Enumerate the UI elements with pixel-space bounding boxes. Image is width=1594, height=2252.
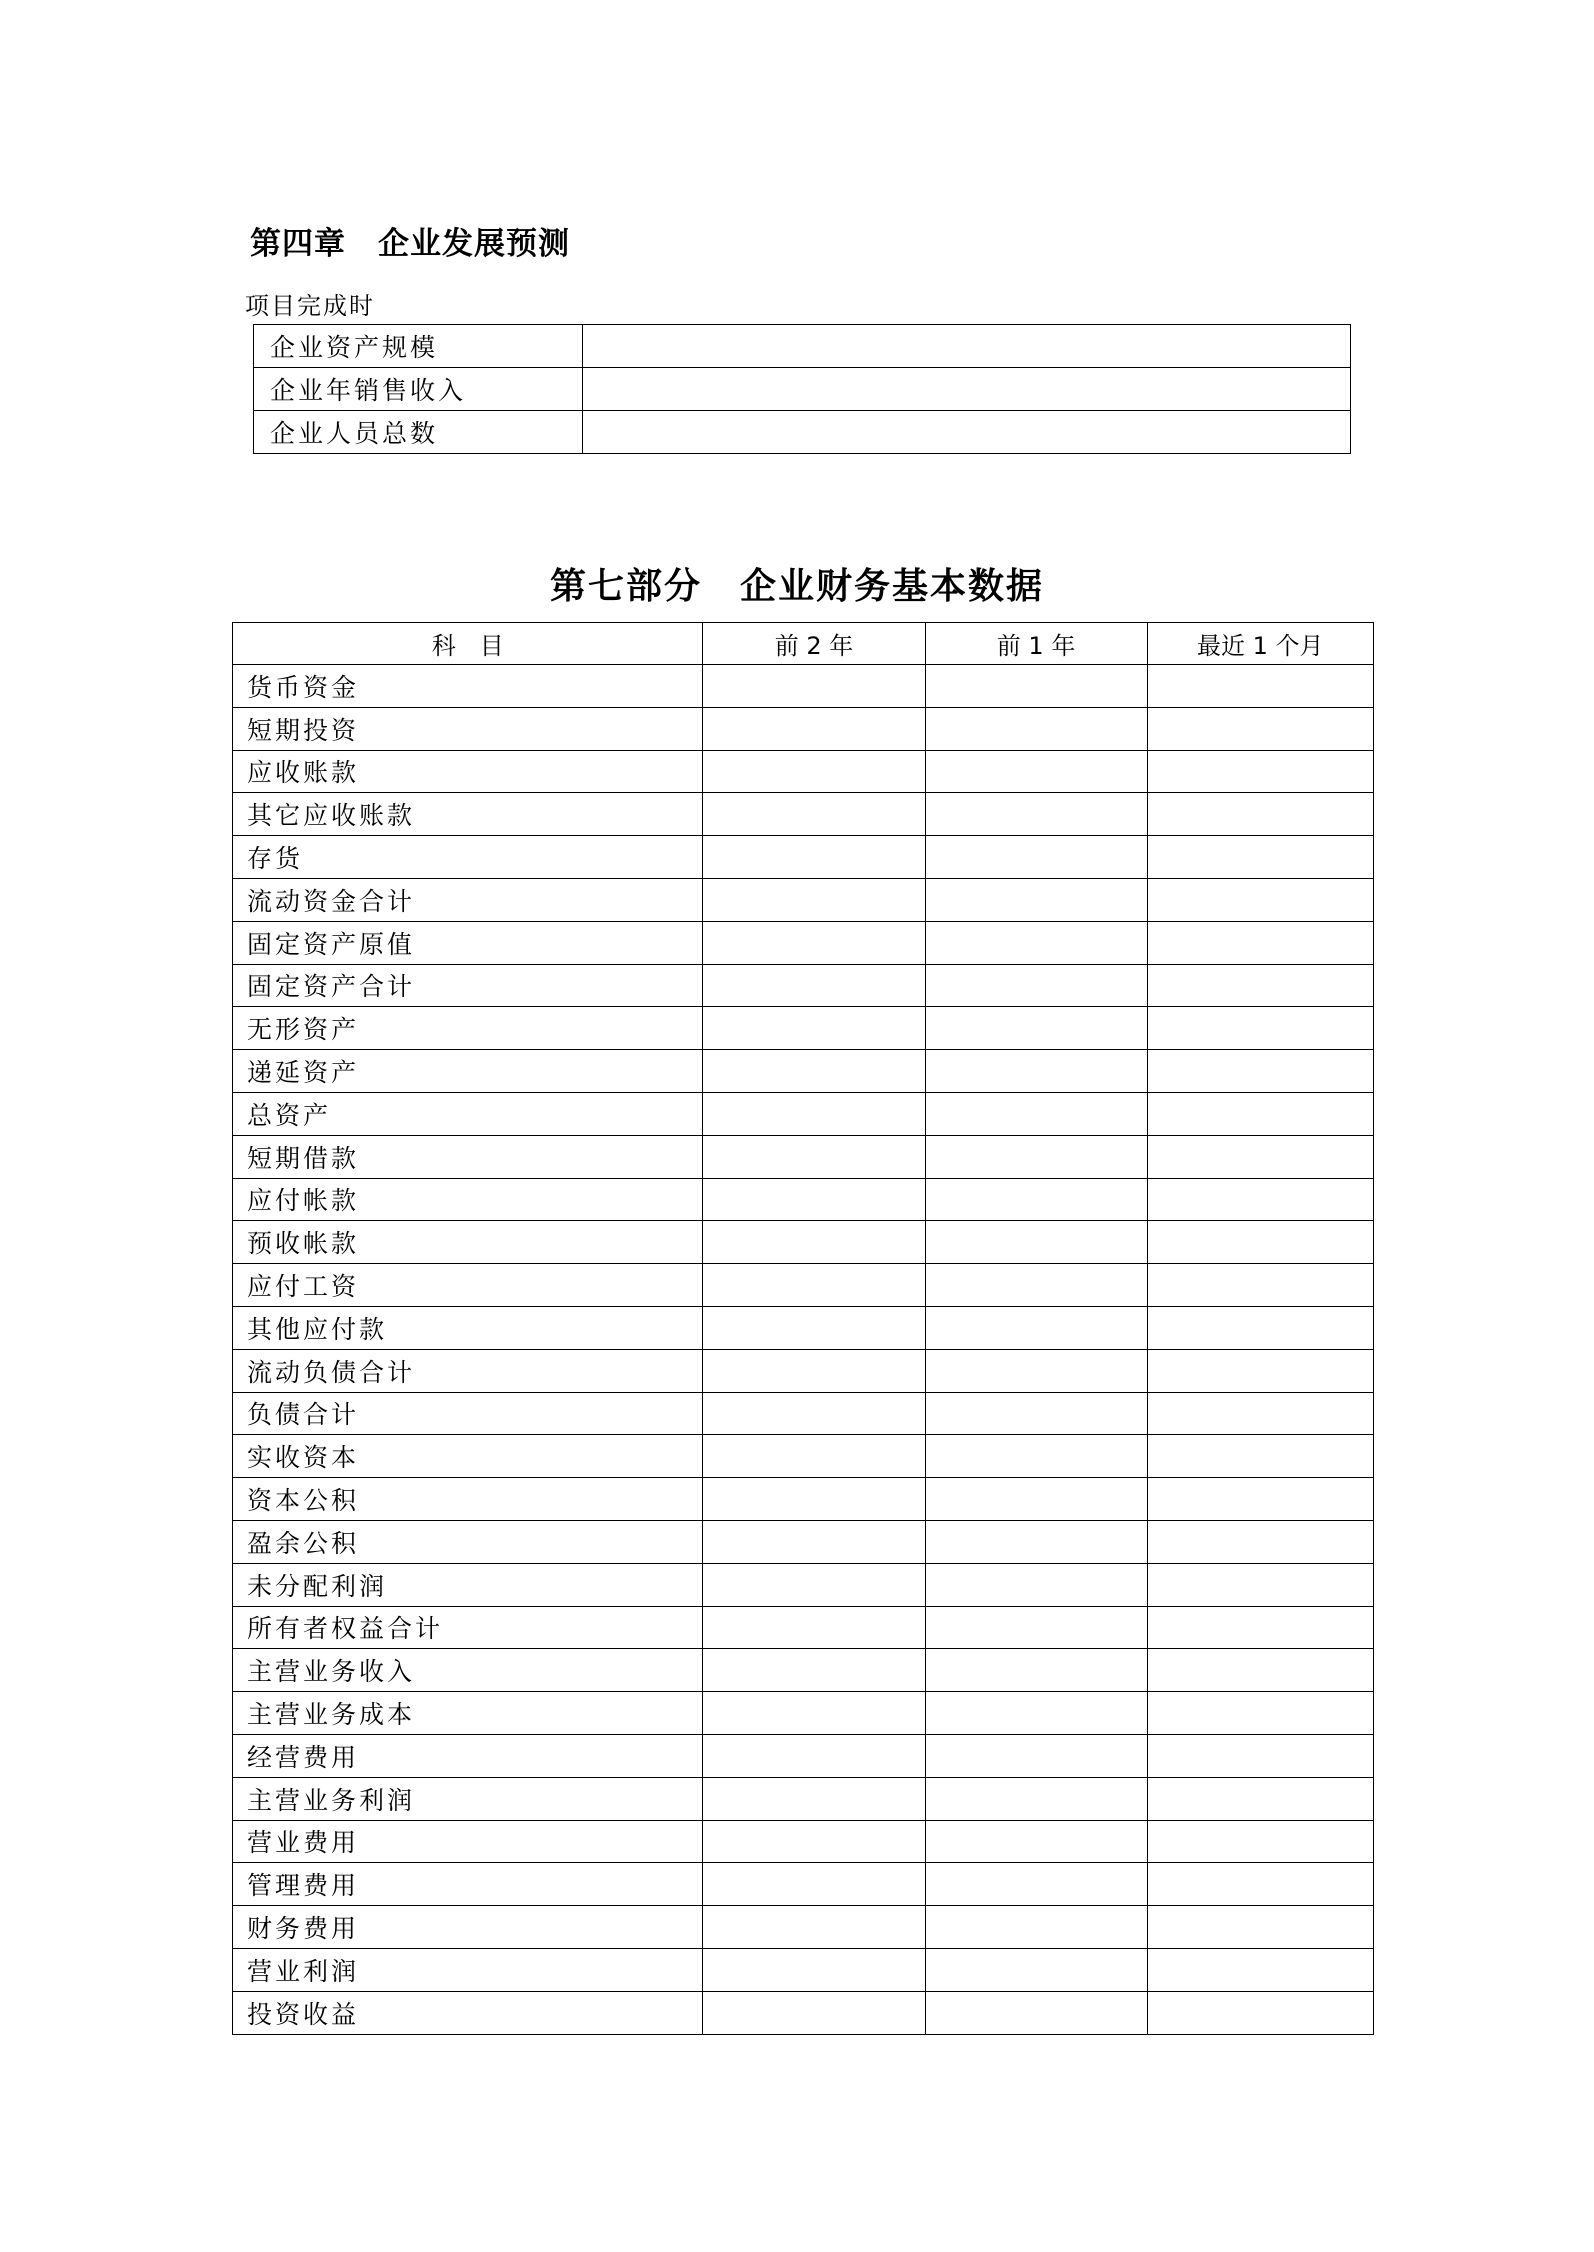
value-cell-2-years-ago[interactable] [703,707,925,750]
value-cell-last-month[interactable] [1147,1734,1373,1777]
row-label: 营业费用 [233,1820,703,1863]
value-cell[interactable] [583,325,1351,368]
value-cell-2-years-ago[interactable] [703,1050,925,1093]
value-cell-1-year-ago[interactable] [925,1306,1147,1349]
value-cell-1-year-ago[interactable] [925,1863,1147,1906]
value-cell-2-years-ago[interactable] [703,1007,925,1050]
value-cell-1-year-ago[interactable] [925,1520,1147,1563]
table-row [233,1649,1374,1692]
row-label: 流动负债合计 [233,1349,703,1392]
table-row [233,1563,1374,1606]
row-label: 总资产 [233,1092,703,1135]
value-cell-last-month[interactable] [1147,1135,1373,1178]
table-row [233,1135,1374,1178]
row-label: 企业年销售收入 [254,368,583,411]
row-label: 营业利润 [233,1948,703,1991]
row-label: 其它应收账款 [233,793,703,836]
value-cell-last-month[interactable] [1147,1435,1373,1478]
value-cell-1-year-ago[interactable] [925,1906,1147,1949]
row-label: 固定资产原值 [233,921,703,964]
table-row [233,1948,1374,1991]
value-cell-last-month[interactable] [1147,878,1373,921]
value-cell-2-years-ago[interactable] [703,1863,925,1906]
value-cell-2-years-ago[interactable] [703,1906,925,1949]
value-cell-1-year-ago[interactable] [925,1349,1147,1392]
table-row [233,1221,1374,1264]
value-cell-last-month[interactable] [1147,707,1373,750]
value-cell-2-years-ago[interactable] [703,1306,925,1349]
value-cell-2-years-ago[interactable] [703,1221,925,1264]
row-label: 应付帐款 [233,1178,703,1221]
row-label: 存货 [233,836,703,879]
value-cell-last-month[interactable] [1147,1520,1373,1563]
table-row [233,1306,1374,1349]
value-cell-2-years-ago[interactable] [703,1092,925,1135]
row-label: 盈余公积 [233,1520,703,1563]
row-label: 流动资金合计 [233,878,703,921]
value-cell-2-years-ago[interactable] [703,1392,925,1435]
value-cell-last-month[interactable] [1147,1777,1373,1820]
value-cell-1-year-ago[interactable] [925,1435,1147,1478]
row-label: 主营业务成本 [233,1692,703,1735]
table-row [233,707,1374,750]
value-cell-1-year-ago[interactable] [925,1007,1147,1050]
table-row [233,1692,1374,1735]
value-cell-1-year-ago[interactable] [925,1734,1147,1777]
value-cell-last-month[interactable] [1147,836,1373,879]
value-cell-1-year-ago[interactable] [925,1948,1147,1991]
value-cell-last-month[interactable] [1147,665,1373,708]
row-label: 企业人员总数 [254,411,583,454]
row-label: 固定资产合计 [233,964,703,1007]
row-label: 应付工资 [233,1264,703,1307]
row-label: 管理费用 [233,1863,703,1906]
value-cell-1-year-ago[interactable] [925,1606,1147,1649]
value-cell-1-year-ago[interactable] [925,1178,1147,1221]
table-row [233,1520,1374,1563]
value-cell-1-year-ago[interactable] [925,1820,1147,1863]
finance-table-body [233,665,1374,2035]
table-row [233,665,1374,708]
value-cell-1-year-ago[interactable] [925,1478,1147,1521]
value-cell-2-years-ago[interactable] [703,1178,925,1221]
finance-table [232,622,1374,2035]
value-cell-1-year-ago[interactable] [925,921,1147,964]
value-cell-last-month[interactable] [1147,921,1373,964]
row-label: 企业资产规模 [254,325,583,368]
value-cell-last-month[interactable] [1147,1264,1373,1307]
value-cell-2-years-ago[interactable] [703,1520,925,1563]
value-cell-2-years-ago[interactable] [703,665,925,708]
value-cell-2-years-ago[interactable] [703,1734,925,1777]
value-cell-last-month[interactable] [1147,793,1373,836]
table-row [233,836,1374,879]
value-cell-last-month[interactable] [1147,1007,1373,1050]
row-label: 预收帐款 [233,1221,703,1264]
table-row [233,1820,1374,1863]
value-cell-2-years-ago[interactable] [703,878,925,921]
value-cell-2-years-ago[interactable] [703,964,925,1007]
value-cell-2-years-ago[interactable] [703,1649,925,1692]
table-row [233,1092,1374,1135]
value-cell-2-years-ago[interactable] [703,1435,925,1478]
row-label: 实收资本 [233,1435,703,1478]
row-label: 经营费用 [233,1734,703,1777]
header-row [233,623,1374,665]
value-cell-1-year-ago[interactable] [925,1221,1147,1264]
value-cell-2-years-ago[interactable] [703,1692,925,1735]
chapter-title: 第四章 企业发展预测 [250,226,570,262]
value-cell-1-year-ago[interactable] [925,1649,1147,1692]
value-cell-2-years-ago[interactable] [703,793,925,836]
value-cell-2-years-ago[interactable] [703,1349,925,1392]
column-header-subject: 科 目 [233,623,703,665]
row-label: 短期借款 [233,1135,703,1178]
table-row [233,793,1374,836]
table-row [233,1863,1374,1906]
row-label: 货币资金 [233,665,703,708]
section-title: 第七部分 企业财务基本数据 [549,565,1044,607]
value-cell-1-year-ago[interactable] [925,665,1147,708]
value-cell-1-year-ago[interactable] [925,836,1147,879]
value-cell-1-year-ago[interactable] [925,1050,1147,1093]
value-cell-1-year-ago[interactable] [925,1777,1147,1820]
table-row [233,921,1374,964]
table-row [233,1734,1374,1777]
row-label: 负债合计 [233,1392,703,1435]
value-cell-2-years-ago[interactable] [703,1991,925,2034]
table-row [233,1991,1374,2034]
value-cell-last-month[interactable] [1147,1906,1373,1949]
table-row [233,1777,1374,1820]
table-row [254,368,1351,411]
row-label: 投资收益 [233,1991,703,2034]
value-cell-2-years-ago[interactable] [703,1606,925,1649]
value-cell-1-year-ago[interactable] [925,964,1147,1007]
value-cell-last-month[interactable] [1147,750,1373,793]
table-row [233,750,1374,793]
value-cell-last-month[interactable] [1147,1478,1373,1521]
value-cell-last-month[interactable] [1147,1649,1373,1692]
table-row [254,325,1351,368]
table-row [233,1606,1374,1649]
value-cell-last-month[interactable] [1147,1948,1373,1991]
value-cell-2-years-ago[interactable] [703,921,925,964]
table-row [233,1392,1374,1435]
value-cell-1-year-ago[interactable] [925,1563,1147,1606]
value-cell-last-month[interactable] [1147,1306,1373,1349]
value-cell[interactable] [583,368,1351,411]
row-label: 应收账款 [233,750,703,793]
value-cell-last-month[interactable] [1147,1692,1373,1735]
value-cell-1-year-ago[interactable] [925,878,1147,921]
value-cell-last-month[interactable] [1147,1392,1373,1435]
value-cell-1-year-ago[interactable] [925,1991,1147,2034]
row-label: 递延资产 [233,1050,703,1093]
value-cell-1-year-ago[interactable] [925,707,1147,750]
table-row [233,1435,1374,1478]
row-label: 无形资产 [233,1007,703,1050]
value-cell-1-year-ago[interactable] [925,793,1147,836]
row-label: 短期投资 [233,707,703,750]
forecast-subtitle: 项目完成时 [245,292,375,320]
forecast-table [253,324,1351,454]
table-row [233,1178,1374,1221]
value-cell-last-month[interactable] [1147,1050,1373,1093]
value-cell-last-month[interactable] [1147,1820,1373,1863]
value-cell-1-year-ago[interactable] [925,750,1147,793]
row-label: 其他应付款 [233,1306,703,1349]
column-header-last-month: 最近 1 个月 [1147,623,1373,665]
value-cell-last-month[interactable] [1147,1606,1373,1649]
table-row [233,1050,1374,1093]
row-label: 主营业务收入 [233,1649,703,1692]
value-cell-1-year-ago[interactable] [925,1264,1147,1307]
value-cell-2-years-ago[interactable] [703,836,925,879]
value-cell-last-month[interactable] [1147,1349,1373,1392]
table-row [233,1007,1374,1050]
value-cell-1-year-ago[interactable] [925,1392,1147,1435]
value-cell-1-year-ago[interactable] [925,1092,1147,1135]
table-row [233,878,1374,921]
value-cell-last-month[interactable] [1147,964,1373,1007]
value-cell-1-year-ago[interactable] [925,1692,1147,1735]
value-cell-last-month[interactable] [1147,1991,1373,2034]
value-cell-2-years-ago[interactable] [703,750,925,793]
value-cell-2-years-ago[interactable] [703,1948,925,1991]
value-cell-last-month[interactable] [1147,1863,1373,1906]
value-cell[interactable] [583,411,1351,454]
row-label: 资本公积 [233,1478,703,1521]
value-cell-last-month[interactable] [1147,1221,1373,1264]
table-row [233,1264,1374,1307]
table-row [233,1478,1374,1521]
value-cell-2-years-ago[interactable] [703,1478,925,1521]
row-label: 财务费用 [233,1906,703,1949]
value-cell-2-years-ago[interactable] [703,1777,925,1820]
column-header-1-year-ago: 前 1 年 [925,623,1147,665]
table-row [233,1349,1374,1392]
row-label: 所有者权益合计 [233,1606,703,1649]
value-cell-last-month[interactable] [1147,1092,1373,1135]
column-header-2-years-ago: 前 2 年 [703,623,925,665]
table-row [254,411,1351,454]
value-cell-last-month[interactable] [1147,1178,1373,1221]
table-row [233,1906,1374,1949]
value-cell-2-years-ago[interactable] [703,1820,925,1863]
value-cell-2-years-ago[interactable] [703,1264,925,1307]
table-row [233,964,1374,1007]
value-cell-last-month[interactable] [1147,1563,1373,1606]
row-label: 主营业务利润 [233,1777,703,1820]
value-cell-1-year-ago[interactable] [925,1135,1147,1178]
value-cell-2-years-ago[interactable] [703,1563,925,1606]
row-label: 未分配利润 [233,1563,703,1606]
value-cell-2-years-ago[interactable] [703,1135,925,1178]
